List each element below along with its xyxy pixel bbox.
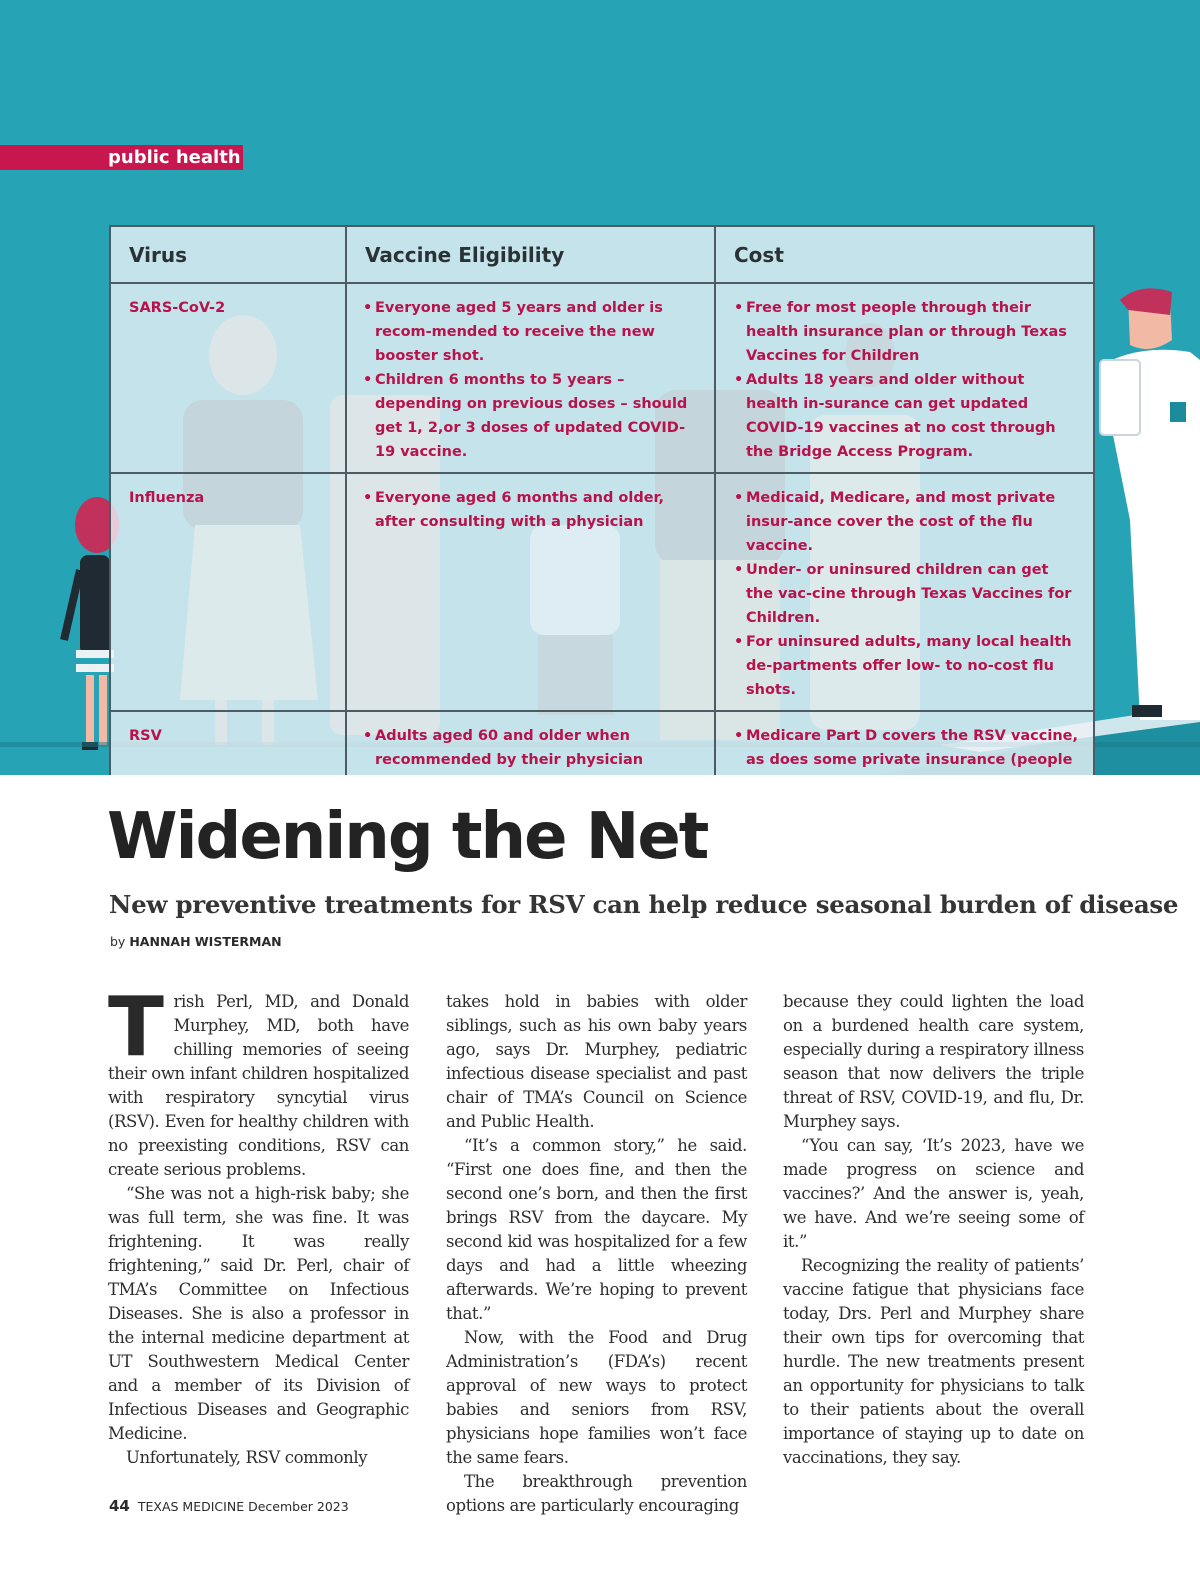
paragraph: Now, with the Food and Drug Administration’s (FDA’s) recent approval of new ways to protect babies and seniors from RSV, physicians hope families won’t face the same fears. (446, 1328, 747, 1467)
header-virus: Virus (110, 226, 346, 283)
cost-cell (715, 711, 1094, 775)
list-item: • Everyone aged 6 months and older, after consulting with a physician (363, 486, 700, 534)
paragraph: Recognizing the reality of patients’ vaccine fatigue that physicians face today, Drs. Perl and Murphey share their own tips for overcoming that hurdle. The new treatments present an opportunity for physicians to talk to their patients about the overall importance of staying up to date on vaccinations, they say. (783, 1256, 1084, 1467)
vaccine-table (109, 225, 1095, 775)
page-footer (109, 1497, 349, 1515)
publication-name: TEXAS MEDICINE (137, 1499, 245, 1514)
header-cost: Cost (715, 226, 1094, 283)
paragraph: “It’s a common story,” he said. “First one does fine, and then the second one’s born, and then the first brings RSV from the daycare. My second kid was hospitalized for a few days and had a little wheezing afterwards. We’re hoping to prevent that.” (446, 1136, 747, 1323)
list-item (363, 772, 700, 775)
paragraph: takes hold in babies with older siblings, such as his own baby years ago, says Dr. Murphey, pediatric infectious disease specialist and past chair of TMA’s Council on Science and Public Health. (446, 992, 747, 1131)
page-number: 44 (109, 1497, 130, 1515)
paragraph: “You can say, ‘It’s 2023, have we made progress on science and vaccines?’ And the answer is, yeah, we have. And we’re seeing some of it.” (783, 1136, 1084, 1251)
paragraph: The breakthrough prevention options are particularly encouraging (446, 1472, 747, 1515)
list-item: • Adults aged 60 and older when recommended by their physician (363, 724, 700, 772)
article-subtitle: New preventive treatments for RSV can help reduce seasonal burden of disease (109, 890, 1179, 919)
eligibility-cell (346, 711, 715, 775)
paragraph: Unfortunately, RSV commonly (126, 1448, 368, 1467)
eligibility-cell (346, 473, 715, 711)
article-column-1 (108, 980, 409, 1470)
list-item: • Medicare Part D covers the RSV vaccine, as does some private insurance (people (734, 724, 1079, 775)
byline (110, 934, 282, 949)
table-row (110, 283, 1094, 473)
list-item: • Under- or uninsured children can get the vac-cine through Texas Vaccines for Children. (734, 558, 1079, 630)
author-name: HANNAH WISTERMAN (129, 934, 282, 949)
header-vaccine-eligibility: Vaccine Eligibility (346, 226, 715, 283)
eligibility-cell (346, 283, 715, 473)
list-item: • Children 6 months to 5 years – depending on previous doses – should get 1, 2,or 3 doses of updated COVID-19 vaccine. (363, 368, 700, 464)
virus-cell: Influenza (110, 473, 346, 711)
cost-cell (715, 473, 1094, 711)
paragraph: because they could lighten the load on a burdened health care system, especially during a respiratory illness season that now delivers the triple threat of RSV, COVID-19, and flu, Dr. Murphey says. (783, 992, 1084, 1131)
byline-label: by (110, 934, 126, 949)
article-title: Widening the Net (107, 800, 708, 874)
section-tag: public health (0, 145, 243, 170)
virus-cell: SARS-CoV-2 (110, 283, 346, 473)
list-item: • For uninsured adults, many local health de-partments offer low- to no-cost flu shots. (734, 630, 1079, 702)
hero-banner (0, 0, 1200, 775)
table-header-row (110, 226, 1094, 283)
list-item: • Medicaid, Medicare, and most private insur-ance cover the cost of the flu vaccine. (734, 486, 1079, 558)
virus-cell: RSV (110, 711, 346, 775)
list-item: • Everyone aged 5 years and older is recom-mended to receive the new booster shot. (363, 296, 700, 368)
cost-cell (715, 283, 1094, 473)
list-item: • Free for most people through their health insurance plan or through Texas Vaccines for Children (734, 296, 1079, 368)
paragraph: rish Perl, MD, and Donald Murphey, MD, both have chilling memories of seeing their own infant children hospitalized with respiratory syncytial virus (RSV). Even for healthy children with no preexisting conditions, RSV can create serious problems. (108, 992, 409, 1179)
list-item: • Adults 18 years and older without health in-surance can get updated COVID-19 vaccines at no cost through the Bridge Access Program. (734, 368, 1079, 464)
table-row (110, 711, 1094, 775)
paragraph: “She was not a high-risk baby; she was full term, she was fine. It was frightening. It was really frightening,” said Dr. Perl, chair of TMA’s Committee on Infectious Diseases. She is also a professor in the internal medicine department at UT Southwestern Medical Center and a member of its Division of Infectious Diseases and Geographic Medicine. (108, 1184, 409, 1443)
drop-cap: T (108, 980, 164, 1075)
table-row (110, 473, 1094, 711)
article-column-2 (446, 990, 747, 1518)
article-column-3 (783, 990, 1084, 1470)
issue-date: December 2023 (248, 1499, 349, 1514)
